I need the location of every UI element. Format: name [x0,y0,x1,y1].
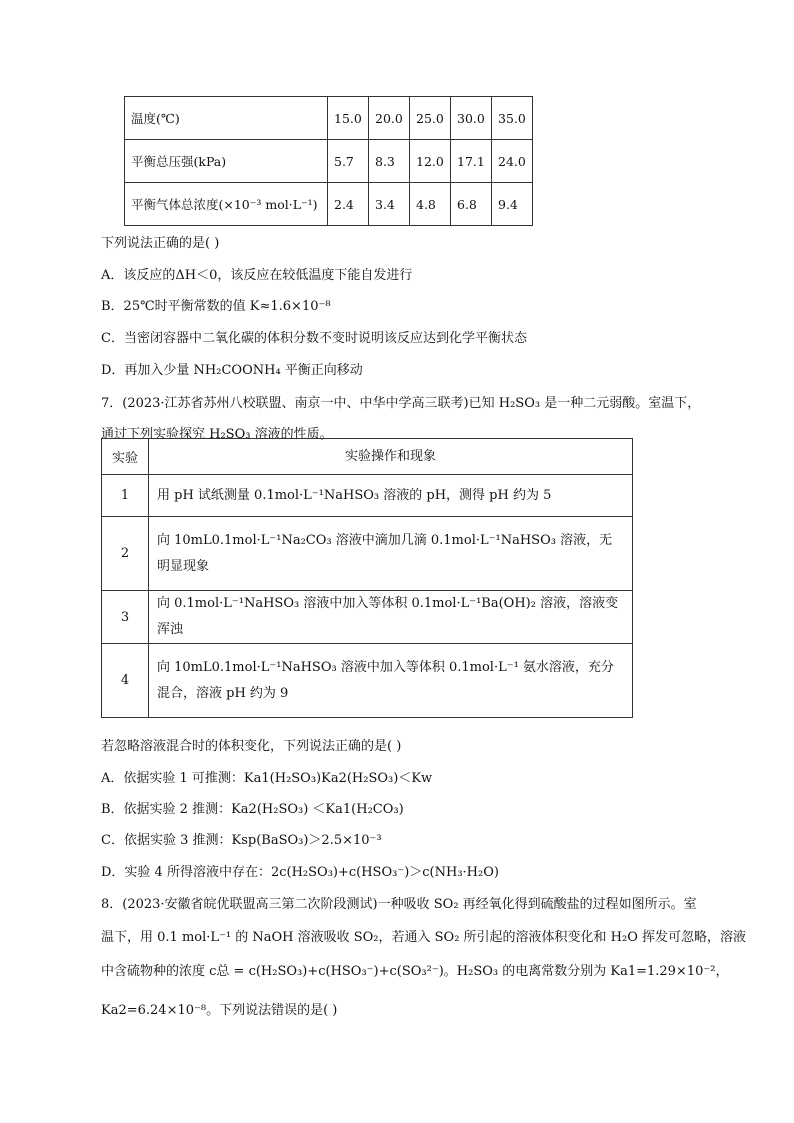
q7-option-d: D．实验 4 所得溶液中存在：2c(H₂SO₃)+c(HSO₃⁻)＞c(NH₃·H₂O) [101,865,499,880]
q6-option-d: D．再加入少量 NH₂COONH₄ 平衡正向移动 [101,363,363,378]
experiment-no: 2 [102,517,149,591]
q7-option-c: C．依据实验 3 推测：Ksp(BaSO₃)＞2.5×10⁻³ [101,833,382,848]
experiment-table [101,438,633,718]
cell: 35.0 [492,97,533,140]
q7-line-2: 通过下列实验探究 H₂SO₃ 溶液的性质。 [101,427,333,442]
table-row [125,97,533,140]
cell: 15.0 [328,97,369,140]
q6-option-a: A．该反应的ΔH＜0，该反应在较低温度下能自发进行 [101,268,413,283]
experiment-no: 1 [102,475,149,517]
header-procedure: 实验操作和现象 [149,439,633,475]
equilibrium-data-table [124,96,533,226]
cell: 20.0 [369,97,410,140]
experiment-text: 向 10mL0.1mol·L⁻¹NaHSO₃ 溶液中加入等体积 0.1mol·L⁻¹ 氨水溶液，充分混合，溶液 pH 约为 9 [149,644,633,718]
q6-stem: 下列说法正确的是( ) [101,236,220,251]
table-header-row [102,439,633,475]
experiment-no: 3 [102,591,149,644]
q7-option-a: A．依据实验 1 可推测：Ka1(H₂SO₃)Ka2(H₂SO₃)＜Kw [101,771,433,786]
cell: 12.0 [410,140,451,183]
q7-option-b: B．依据实验 2 推测：Ka2(H₂SO₃) ＜Ka1(H₂CO₃) [101,802,404,817]
table-row [125,183,533,226]
q8-line-4: Ka2=6.24×10⁻⁸。下列说法错误的是( ) [101,1003,338,1018]
row-label: 温度(℃) [125,97,328,140]
cell: 8.3 [369,140,410,183]
experiment-text: 用 pH 试纸测量 0.1mol·L⁻¹NaHSO₃ 溶液的 pH，测得 pH 约为 5 [149,475,633,517]
cell: 9.4 [492,183,533,226]
table-row [102,475,633,517]
table-row [102,517,633,591]
table-row [125,140,533,183]
q6-option-b: B．25℃时平衡常数的值 K≈1.6×10⁻⁸ [101,299,331,314]
row-label: 平衡气体总浓度(×10⁻³ mol·L⁻¹) [125,183,328,226]
q6-option-c: C．当密闭容器中二氧化碳的体积分数不变时说明该反应达到化学平衡状态 [101,331,527,346]
cell: 3.4 [369,183,410,226]
cell: 17.1 [451,140,492,183]
row-label: 平衡总压强(kPa) [125,140,328,183]
cell: 25.0 [410,97,451,140]
table-row [102,644,633,718]
header-no: 实验 [102,439,149,475]
q8-line-3: 中含硫物种的浓度 c总 = c(H₂SO₃)+c(HSO₃⁻)+c(SO₃²⁻)。H₂SO₃ 的电离常数分别为 Ka1=1.29×10⁻²， [101,964,729,979]
cell: 5.7 [328,140,369,183]
cell: 4.8 [410,183,451,226]
cell: 30.0 [451,97,492,140]
experiment-no: 4 [102,644,149,718]
experiment-text: 向 0.1mol·L⁻¹NaHSO₃ 溶液中加入等体积 0.1mol·L⁻¹Ba(OH)₂ 溶液，溶液变浑浊 [149,591,633,644]
cell: 6.8 [451,183,492,226]
experiment-text: 向 10mL0.1mol·L⁻¹Na₂CO₃ 溶液中滴加几滴 0.1mol·L⁻¹NaHSO₃ 溶液，无明显现象 [149,517,633,591]
q8-line-1: 8．(2023·安徽省皖优联盟高三第二次阶段测试)一种吸收 SO₂ 再经氧化得到硫酸盐的过程如图所示。室 [101,897,697,912]
q8-line-2: 温下，用 0.1 mol·L⁻¹ 的 NaOH 溶液吸收 SO₂，若通入 SO₂ 所引起的溶液体积变化和 H₂O 挥发可忽略，溶液 [101,930,747,945]
table-row [102,591,633,644]
cell: 24.0 [492,140,533,183]
q7-line-1: 7．(2023·江苏省苏州八校联盟、南京一中、中华中学高三联考)已知 H₂SO₃ 是一种二元弱酸。室温下， [101,396,701,411]
cell: 2.4 [328,183,369,226]
q7-stem: 若忽略溶液混合时的体积变化，下列说法正确的是( ) [101,739,402,754]
